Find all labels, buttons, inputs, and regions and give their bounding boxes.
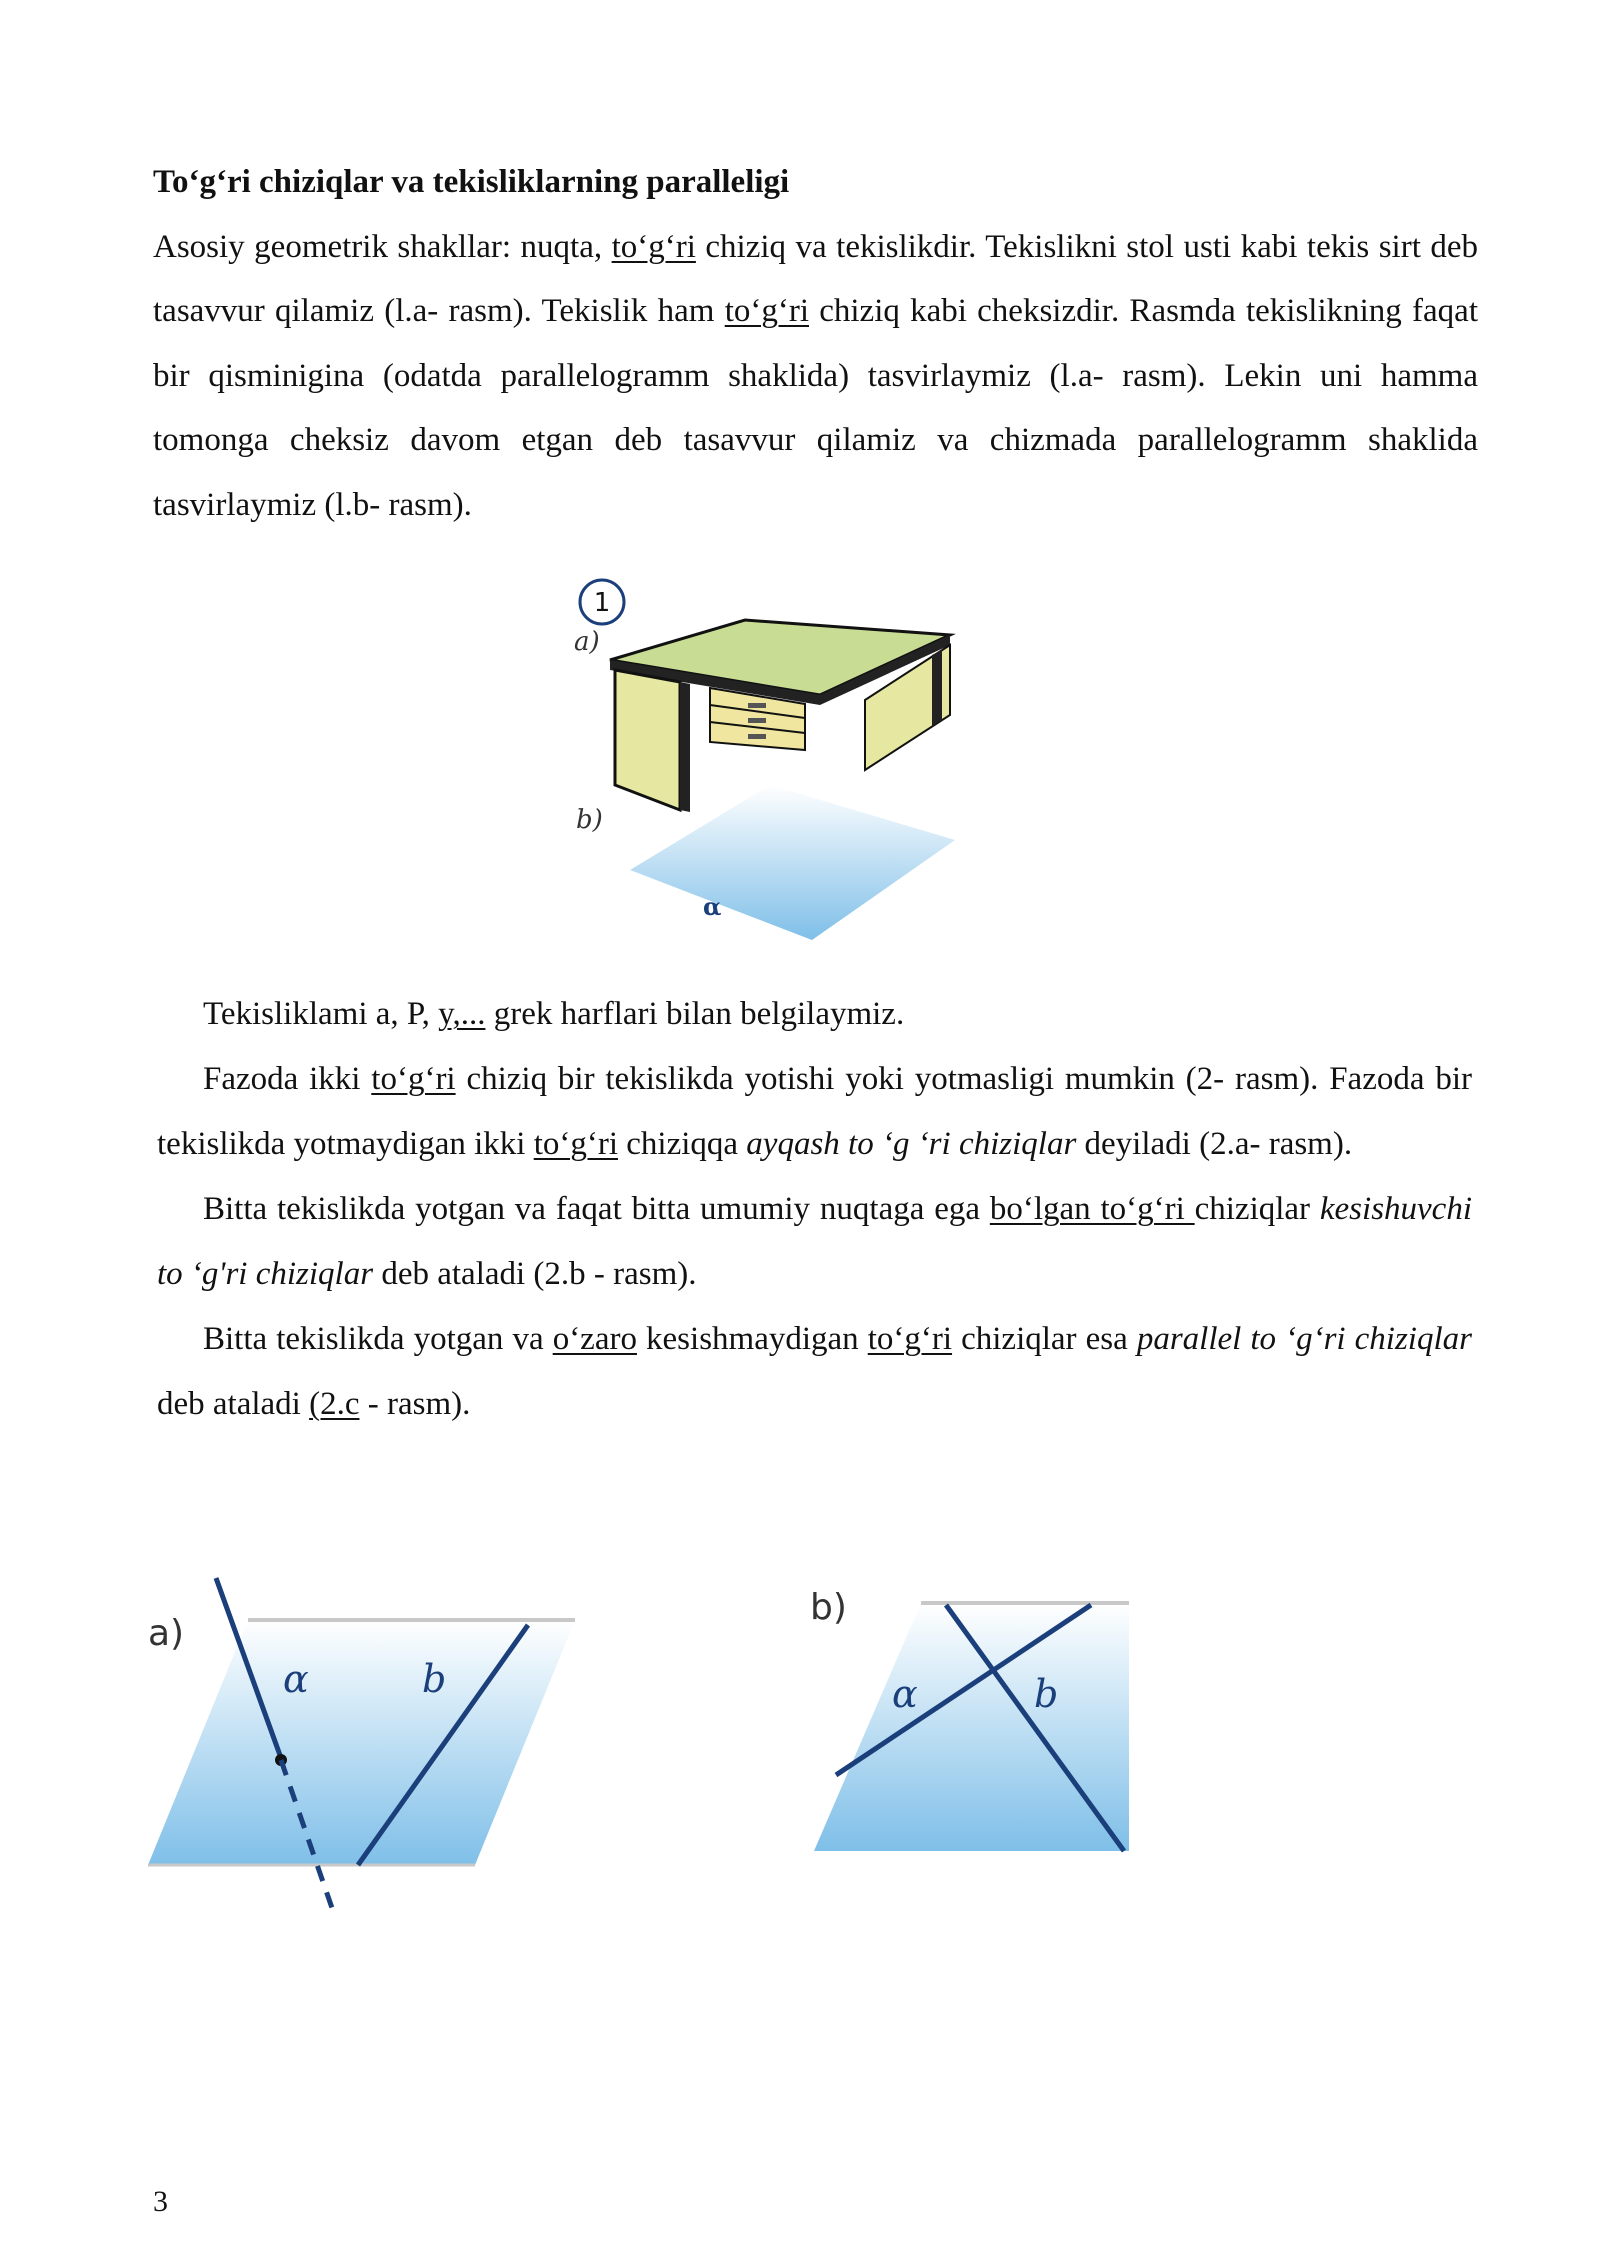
italic-term: ayqash to ‘g ‘ri chiziqlar xyxy=(746,1126,1077,1162)
line-a-label: α xyxy=(892,1672,918,1716)
text-run: chiziq kabi cheksizdir. Rasmda tekislikning faqat bir qisminigina (odatda parallelogramm shaklida) tasvirlaymiz (l.a- rasm). Lekin uni hamma tomonga cheksiz davom etgan deb tasavvur qilamiz va chizmada parallelogramm shaklida tasvirlaymiz (l.b- rasm). xyxy=(153,293,1478,523)
paragraph-3 xyxy=(157,1047,1472,1177)
plane-label: α xyxy=(703,892,722,921)
underlined-term: to‘g‘ri xyxy=(724,293,809,329)
figure-1b-label: b) xyxy=(576,805,603,835)
text-run: deb ataladi (2.b - rasm). xyxy=(373,1256,697,1292)
italic-term: parallel to ‘g‘ri chiziqlar xyxy=(1136,1321,1472,1357)
underlined-term: to‘g‘ri xyxy=(867,1321,953,1357)
figure-2b-label: b) xyxy=(810,1587,847,1628)
underlined-term: bo‘lgan to‘g‘ri xyxy=(989,1191,1195,1227)
figure-1 xyxy=(560,570,980,950)
italic-term: kesishuvchi to ‘g'ri chiziqlar xyxy=(157,1191,1472,1292)
underlined-term: y,... xyxy=(438,996,486,1032)
line-b-label: b xyxy=(1034,1672,1059,1716)
text-run: deb ataladi xyxy=(157,1386,310,1422)
intro-section xyxy=(153,150,1478,537)
figure-2a-label: a) xyxy=(148,1613,185,1654)
text-run: - rasm). xyxy=(359,1386,471,1422)
text-run: Fazoda ikki xyxy=(203,1061,372,1097)
text-run: chiziqlar esa xyxy=(952,1321,1137,1357)
figure-number-badge xyxy=(580,580,624,624)
figure-2b xyxy=(806,1585,1146,1855)
desk-illustration xyxy=(610,620,950,812)
text-run: kesishmaydigan xyxy=(636,1321,868,1357)
text-run: chiziqlar xyxy=(1194,1191,1320,1227)
page-number: 3 xyxy=(153,2185,168,2218)
text-run: Asosiy geometrik shakllar: nuqta, xyxy=(153,228,612,265)
text-run: grek harflari bilan belgilaymiz. xyxy=(485,996,905,1032)
underlined-term: to‘g‘ri xyxy=(611,228,696,265)
text-run: Tekisliklami a, P, xyxy=(203,996,439,1032)
line-a-label: α xyxy=(283,1657,309,1701)
text-run: Bitta tekislikda yotgan va faqat bitta umumiy nuqtaga ega xyxy=(203,1191,990,1227)
main-section xyxy=(157,982,1472,1437)
text-run: chiziq va tekislikdir. Tekislikni stol usti kabi tekis sirt deb tasavvur qilamiz (l.a- rasm). Tekislik ham xyxy=(153,228,1479,329)
paragraph-1 xyxy=(153,215,1478,538)
underlined-term: to‘g‘ri xyxy=(533,1126,619,1162)
paragraph-2 xyxy=(157,982,1472,1047)
line-b-label: b xyxy=(422,1657,447,1701)
figure-1a-label: a) xyxy=(574,627,600,657)
text-run: chiziqqa xyxy=(618,1126,747,1162)
text-run: chiziq bir tekislikda yotishi yoki yotmasligi mumkin (2- rasm). Fazoda bir tekislikda yotmaydigan ikki xyxy=(157,1061,1472,1162)
underlined-term: o‘zaro xyxy=(552,1321,637,1357)
underlined-term: to‘g‘ri xyxy=(371,1061,456,1097)
figure-number: 1 xyxy=(593,588,611,618)
figure-2a xyxy=(140,1570,600,1920)
underlined-term: (2.c xyxy=(309,1386,360,1422)
paragraph-5 xyxy=(157,1307,1472,1437)
paragraph-4 xyxy=(157,1177,1472,1307)
plane-parallelogram xyxy=(148,1620,575,1865)
text-run: deyiladi (2.a- rasm). xyxy=(1076,1126,1353,1162)
text-run: Bitta tekislikda yotgan va xyxy=(203,1321,553,1357)
section-heading: To‘g‘ri chiziqlar va tekisliklarning paralleligi xyxy=(153,164,790,200)
